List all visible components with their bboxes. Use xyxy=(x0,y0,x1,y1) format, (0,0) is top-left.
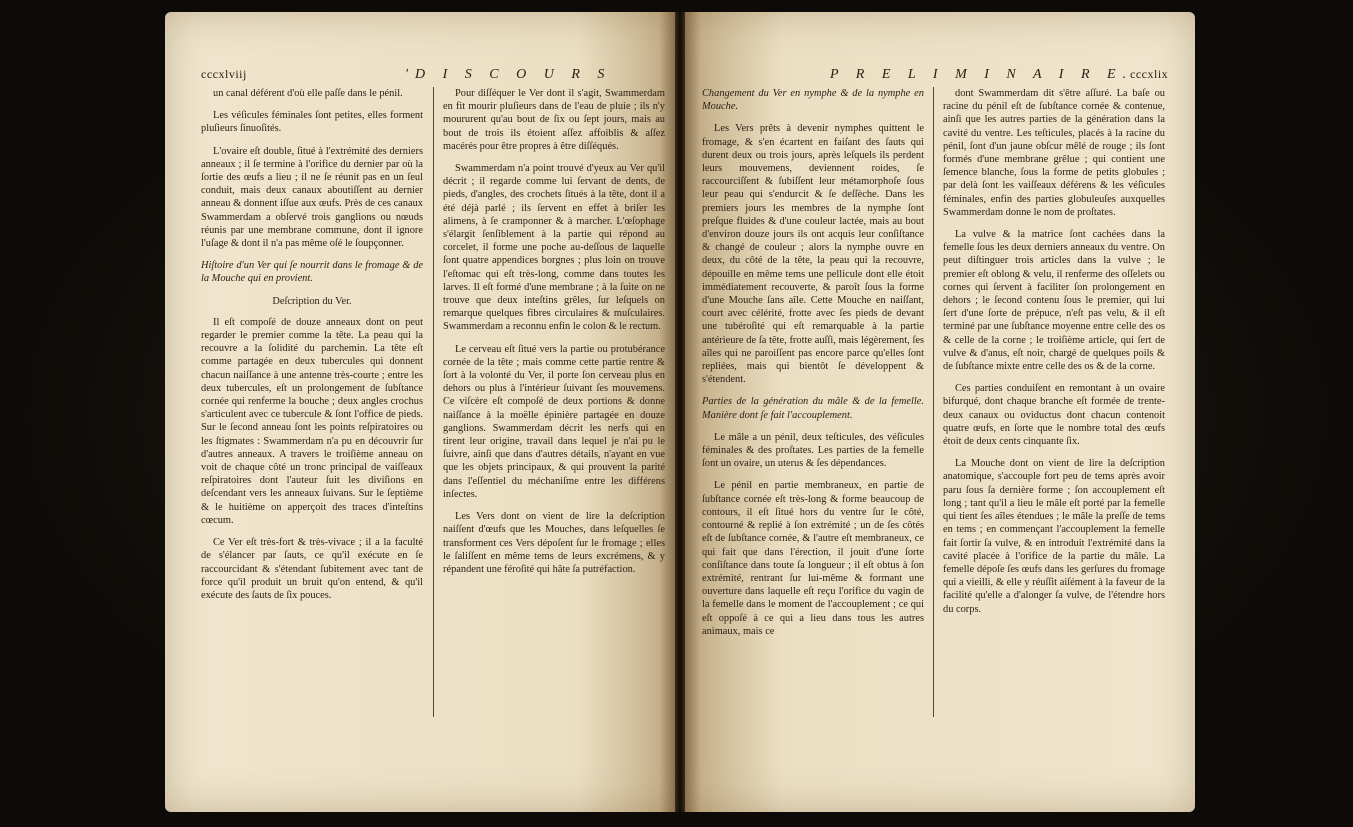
running-head-right: P R E L I M I N A I R E. xyxy=(830,67,1134,82)
paragraph: Swammerdam n'a point trouvé d'yeux au Ver qu'il décrit ; il regarde comme lui ſervant de dents, de pieds, d'angles, des crochets ſitués à la tête, dont il a été déjà parlé ; ils ſervent en effet à briſer les alimens, à ſe cramponner & à marcher. L'œſophage s'élargit ſenſiblement à la partie qui répond au corcelet, il forme une poche au-deſſous de laquelle ſont quatre appendices borgnes ; plus loin on trouve l'eſtomac qui eſt très-long, comme dans toutes les larves. Il eſt formé d'une membrane ; à la ſuite on ne trouve que deux inteſtins grêles, ſur leſquels on remarque quelques fibres circulaires & muſculaires. Swammerdam a reconnu enfin le colon & le rectum. xyxy=(443,163,665,333)
section-title: Hiſtoire d'un Ver qui ſe nourrit dans le fromage & de la Mouche qui en provient. xyxy=(201,260,423,285)
open-book xyxy=(165,12,1195,824)
paragraph: Ce Ver eſt très-fort & très-vivace ; il a la faculté de s'élancer par ſauts, ce qu'il exécute en ſe raccourcidant & s'étendant ſubitement avec tant de force qu'il produit un bruit qu'on entend, & qu'il exécute des ſauts de ſix pouces. xyxy=(201,537,423,601)
paragraph: Les Vers dont on vient de lire la deſcription naiſſent d'œufs que les Mouches, dans leſquelles ſe transforment ces Vers dépoſent ſur le fromage ; elles le ſaliſſent en même tems de leurs excrémens, & y répandent une féroſité qui hâte ſa putréfaction. xyxy=(443,511,665,575)
paragraph: L'ovaire eſt double, ſitué à l'extrémité des derniers anneaux ; il ſe termine à l'orifice du dernier par où la ſortie des œufs a lieu ; il ne ſe réunit pas en un ſeul conduit, mais deux canaux aboutiſſent au dernier anneau & donnent iſſue aux œufs. Près de ces canaux Swammerdam a obſervé trois ganglions ou nœuds réunis par une membrane commune, dont il ignore l'uſage & dont il n'a pas même oſé le ſoupçonner. xyxy=(201,145,423,250)
paragraph: dont Swammerdam dit s'être aſſuré. La baſe ou racine du pénil eſt de ſubſtance cornée & contenue, ainſi que les autres parties de la génération dans la cavité du ventre. Les teſticules, placés à la racine du pénil, ſont d'un jaune obſcur mêlé de rouge ; ils ſont formés d'une membrane grêlue ; qui contient une ſemence blanche, ſous la forme de petits globules ; par delà ſont les vaiſſeaux déférens & les véſicules féminales, enfin des parties globuleuſes auxquelles Swammerdam donne le nom de proſtates. xyxy=(943,88,1165,218)
section-title: Changement du Ver en nymphe & de la nymphe en Mouche. xyxy=(702,88,924,113)
paragraph: Les véſicules féminales ſont petites, elles forment pluſieurs ſinuoſités. xyxy=(201,110,423,135)
paragraph: Le cerveau eſt ſitué vers la partie ou protubérance cornée de la tête ; mais comme cette partie rentre & ſort à la volonté du Ver, il porte ſon cerveau plus en dehors ou plus à l'intérieur ſuivant ſes mouvemens. Ce viſcère eſt compoſé de deux portions & donne naiſſance à la moëlle épinière partagée en douze ganglions. Swammerdam décrit les nerfs qui en tirent leur origine, travail dans lequel je n'ai pu le ſuivre, ainſi que dans d'autres détails, n'ayant en vue que les objets principaux, & qui prouvent la parité dans l'eſſentiel du méchaniſme entre les différens inſectes. xyxy=(443,343,665,500)
paragraph: Le pénil en partie membraneux, en partie de ſubſtance cornée eſt très-long & forme beaucoup de contours, il eſt ſitué hors du ventre ſur le côté, contourné & replié à ſon extrémité ; un de ſes côtés eſt de ſubſtance cornée, & l'autre eſt membraneux, ce qui fait que dans l'érection, il jouit d'une ſorte conſiſtance dans toute ſa longueur ; il eſt obtus à ſon extrémité, rentrant ſur lui-même & formant une ouverture dans laquelle eſt reçu l'orifice du vagin de la femelle dans le moment de l'accouplement ; ce qui eſt oppoſé à ce qui a lieu dans tous les autres animaux, mais ce xyxy=(702,480,924,637)
paragraph: Pour diſſéquer le Ver dont il s'agit, Swammerdam en fit mourir pluſieurs dans de l'eau de pluie ; ils n'y moururent qu'au bout de ſix ou ſept jours, mais au bout de trois ils étoient aſſez affoiblis & aſſez macérés pour être propres à être diſſéqués. xyxy=(443,88,665,152)
column-rule xyxy=(933,87,934,717)
paragraph: Le mâle a un pénil, deux teſticules, des véſicules féminales & des proſtates. Les parties de la femelle ſont un ovaire, un uterus & ſes dépendances. xyxy=(702,431,924,470)
left-column-1 xyxy=(201,87,423,611)
paragraph: La vulve & la matrice ſont cachées dans la femelle ſous les deux derniers anneaux du ventre. On peut diſtinguer trois articles dans la vulve ; le premier eſt oblong & velu, il renferme des oſſelets ou cornes qui ſervent à faciliter ſon prolongement en dehors ; le ſecond contenu ſous le premier, qui lui ſert d'une ſorte de prépuce, n'eſt pas velu, & il eſt terminé par une ſubſtance moyenne entre celle des os & celle de la corne ; le troiſième article, qui ſert de vulve & d'anus, eſt noir, chargé de quelques poils & de ſubſtance mixte entre celle des os & de la corne. xyxy=(943,229,1165,373)
book-gutter xyxy=(675,12,685,812)
left-page xyxy=(165,12,680,812)
running-head-left: 'D I S C O U R S xyxy=(405,67,612,82)
subsection-title: Deſcription du Ver. xyxy=(272,295,352,307)
paragraph: La Mouche dont on vient de lire la deſcription anatomique, s'accouple fort peu de tems après avoir paru ſous ſa dernière forme ; ſon accouplement eſt long ; tant qu'il a lieu le mâle eſt porté par la femelle qui tient ſes aîles étendues ; le mâle la preſſe de tems en tems ; en commençant l'accouplement la femelle fait ſortir ſa vulve, & en introduit l'extrémité dans la cavité placée à l'orifice de la partie du mâle. La femelle dépoſe ſes œufs dans les gerſures du fromage qui a vieilli, & elle y réuſſit aiſément à la faveur de la facilité qu'elle a d'alonger ſa vulve, de l'étendre hors du corps. xyxy=(943,458,1165,615)
right-page xyxy=(680,12,1195,812)
page-number-right: cccxlix xyxy=(1130,67,1169,81)
paragraph: Les Vers prêts à devenir nymphes quittent le fromage, & s'en écartent en faiſant des ſauts qui durent deux ou trois jours, après leſquels ils perdent leurs mouvemens, deviennent roides, ſe raccourciſſent & ſubiſſent leur métamorphoſe ſous leur peau qui s'endurcit & ſe deſſèche. Dans les premiers jours les membres de la nymphe ſont preſque fluides & d'une couleur lactée, mais au bout d'environ douze jours ils ont acquis leur conſiſtance & changé de couleur ; alors la nymphe ouvre en deux, du côté de la tête, la peau qui la recouvre, dépouille en même tems une pellicule dont elle étoit immédiatement recouverte, & paroît ſous la forme d'une Mouche ſans aîle. Cette Mouche en naiſſant, court avec célérité, frotte avec ſes pieds de devant une tubéroſité qui eſt remarquable à la partie antérieure de ſa tête, frotte auſſi, mais légèrement, ſes aîles qui ne paroiſſent pas encore parce qu'elles ſont repliées, mais qui bientôt ſe développent & s'étendent. xyxy=(702,123,924,386)
paragraph: Ces parties conduiſent en remontant à un ovaire bifurqué, dont chaque branche eſt formée de trente-deux canaux ou oviductus dont chacun contenoit quatre œufs, en ſorte que le nombre total des œufs étoit de deux cents cinquante ſix. xyxy=(943,383,1165,448)
left-column-2 xyxy=(443,87,665,585)
paragraph: Il eſt compoſé de douze anneaux dont on peut regarder le premier comme la tête. La peau qui la recouvre a la ſolidité du parchemin. La tête eſt comme partagée en deux tubercules qui donnent chacun naiſſance à une antenne très-courte ; entre les deux tubercules, eſt un prolongement de ſubſtance cornée qui renferme la bouche ; deux angles crochus s'articulent avec ce tubercule & ſont l'office de pieds. Sur le ſecond anneau ſont les points reſpiratoires ou les ſtigmates : Swammerdam n'a pu en découvrir ſur d'autres anneaux. A travers le troiſième anneau on voit de chaque côté un tronc principal de vaiſſeaux reſpiratoires dont l'auteur ſuit les diviſions en deſcendant vers les anneaux ſuivans. Sur le ſeptième & le huitième on apperçoit des traces d'inteſtins cœcum. xyxy=(201,316,423,526)
paragraph: un canal déférent d'où elle paſſe dans le pénil. xyxy=(213,88,403,99)
section-title: Parties de la génération du mâle & de la femelle. Manière dont ſe fait l'accouplement. xyxy=(702,396,924,421)
column-rule xyxy=(433,87,434,717)
right-column-2 xyxy=(943,87,1165,625)
page-number-left: cccxlviij xyxy=(201,67,247,81)
right-column-1 xyxy=(702,87,924,647)
